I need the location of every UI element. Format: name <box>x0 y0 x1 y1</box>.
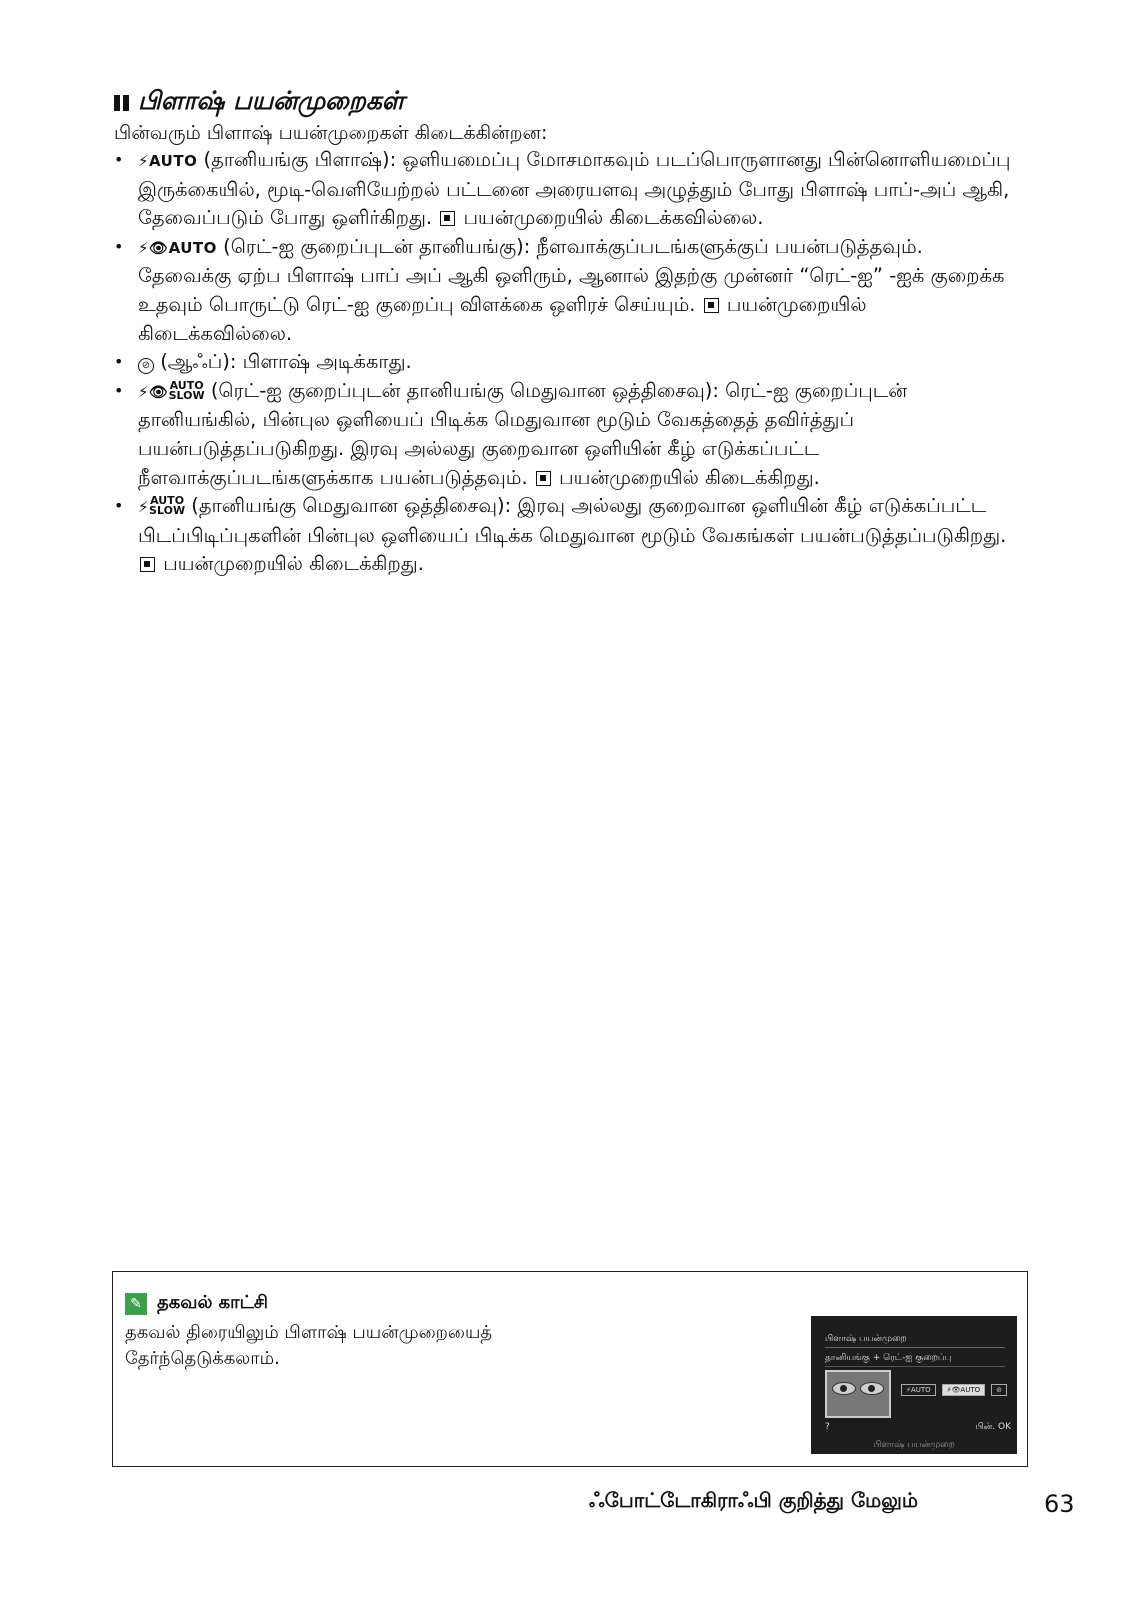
mode-availability: பயன்முறையில் கிடைக்கவில்லை. <box>138 292 867 345</box>
option-red-eye-auto: ⚡👁AUTO <box>942 1384 986 1396</box>
section-title <box>114 86 404 119</box>
info-text: தகவல் திரையிலும் பிளாஷ் பயன்முறையைத் தேர்ந்தெடுக்கலாம். <box>125 1322 493 1369</box>
mode-availability: பயன்முறையில் கிடைக்கவில்லை. <box>463 206 764 230</box>
mode-availability: பயன்முறையில் கிடைக்கிறது. <box>559 465 820 489</box>
section-marker-icon <box>114 95 130 111</box>
mode-description: (ரெட்-ஐ குறைப்புடன் தானியங்கு): நீளவாக்குப்படங்களுக்குப் பயன்படுத்தவும். தேவைக்கு ஏற்ப பிளாஷ் பாப் அப் ஆகி ஒளிரும், ஆனால் இதற்கு முன்னர் “ரெட்-ஐ” -ஐக் குறைக்க உதவும் பொருட்டு ரெட்-ஐ குறைப்பு விளக்கை ஒளிரச் செய்யும். <box>138 234 1005 316</box>
scene-mode-icon <box>140 557 155 572</box>
info-heading <box>125 1292 268 1315</box>
list-item <box>114 492 1014 579</box>
flash-auto-icon: ⚡AUTO <box>138 152 198 170</box>
flash-option-row <box>901 1384 1007 1396</box>
auto-slow-label: AUTO SLOW <box>149 494 186 518</box>
info-box <box>112 1271 1028 1467</box>
flash-red-eye-slow-icon: ⚡👁 <box>138 382 169 401</box>
scene-mode-icon <box>704 298 719 313</box>
flash-red-eye-auto-icon: ⚡👁AUTO <box>138 238 217 257</box>
mode-description: (தானியங்கு பிளாஷ்): ஒளியமைப்பு மோசமாகவும் படப்பொருளானது பின்னொளியமைப்பு இருக்கையில், மூடி-வெளியேற்றல் பட்டனை அரையளவு அழுத்தும் போது பிளாஷ் பாப்-அப் ஆகி, தேவைப்படும் போது ஒளிர்கிறது. <box>138 148 1011 230</box>
back-label: பின். <box>975 1422 996 1432</box>
option-flash-auto: ⚡AUTO <box>901 1384 936 1396</box>
camera-screen-controls <box>825 1422 1011 1433</box>
scene-mode-icon <box>536 471 551 486</box>
flash-mode-list <box>114 146 1014 579</box>
eye-icon <box>832 1382 856 1395</box>
mode-description: (ஆஃப்): பிளாஷ் அடிக்காது. <box>160 350 412 374</box>
mode-description: (ரெட்-ஐ குறைப்புடன் தானியங்கு மெதுவான ஒத்திசைவு): ரெட்-ஐ குறைப்புடன் தானியங்கில், பின்புல ஒளியைப் பிடிக்க மெதுவான மூடும் வேகத்தைத் தவிர்த்துப் பயன்படுத்தப்படுகிறது. இரவு அல்லது குறைவான ஒளியின் கீழ் எடுக்கப்பட்ட நீளவாக்குப்படங்களுக்காக பயன்படுத்தவும். <box>138 378 908 489</box>
mode-availability: பயன்முறையில் கிடைக்கிறது. <box>163 552 424 576</box>
eye-icon <box>860 1382 884 1395</box>
camera-screen-illustration <box>811 1316 1017 1454</box>
help-icon: ? <box>825 1422 830 1432</box>
footer-section-title: ஃபோட்டோகிராஃபி குறித்து மேலும் <box>589 1488 918 1512</box>
list-item <box>114 233 1014 348</box>
auto-slow-label: AUTO SLOW <box>168 378 205 402</box>
list-item <box>114 348 1014 377</box>
section-title-text: பிளாஷ் பயன்முறைகள் <box>138 86 405 115</box>
ok-label: OK <box>998 1422 1011 1432</box>
flash-slow-sync-icon: ⚡ <box>138 498 150 517</box>
camera-screen-footer: பிளாஷ் பயன்முறை <box>873 1440 955 1450</box>
page-number: 63 <box>1044 1490 1075 1518</box>
info-heading-text: தகவல் காட்சி <box>157 1292 269 1313</box>
mode-description: (தானியங்கு மெதுவான ஒத்திசைவு): இரவு அல்லது குறைவான ஒளியின் கீழ் எடுக்கப்பட்ட பிடப்பிடிப்புகளின் பின்புல ஒளியைப் பிடிக்க மெதுவான மூடும் வேகங்கள் பயன்படுத்தப்படுகிறது. <box>138 494 1007 547</box>
camera-screen-subtitle: தானியங்கு + ரெட்-ஐ குறைப்பு <box>825 1353 1005 1367</box>
option-flash-off: ⊘ <box>991 1384 1007 1396</box>
list-item <box>114 377 1014 492</box>
list-item <box>114 146 1014 233</box>
pencil-icon: ✎ <box>125 1293 147 1315</box>
intro-text: பின்வரும் பிளாஷ் பயன்முறைகள் கிடைக்கின்றன: <box>114 122 548 144</box>
red-eye-preview-image <box>825 1370 891 1418</box>
scene-mode-icon <box>440 211 455 226</box>
flash-off-icon: ⊘ <box>138 358 154 374</box>
camera-screen-title: பிளாஷ் பயன்முறை <box>825 1334 1005 1348</box>
